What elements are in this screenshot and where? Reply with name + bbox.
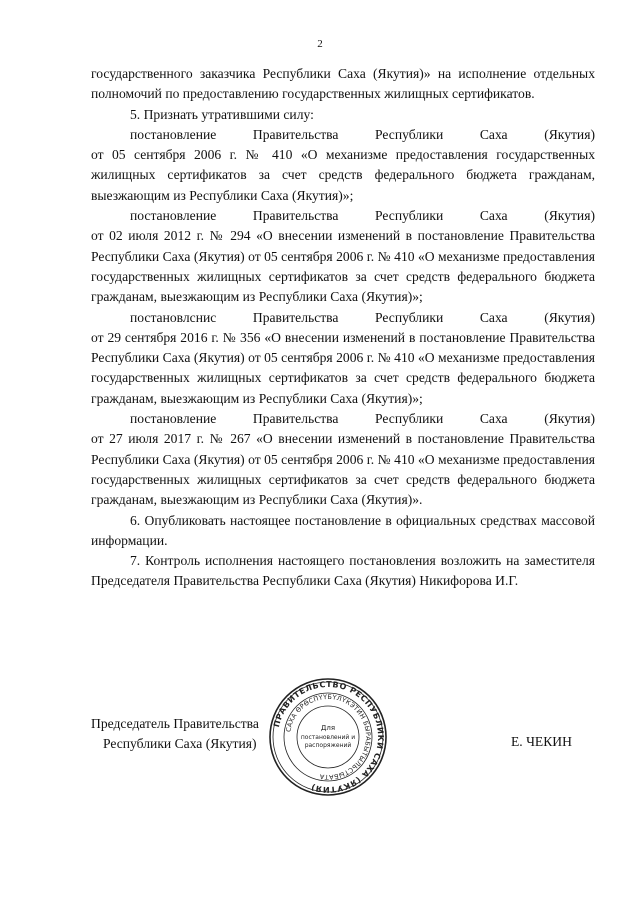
repealed-act-1-body: от 05 сентября 2006 г. № 410 «О механизме предоставления государственных жилищных сертификатов за счет средств федерального бюджета гражданам, выезжающим из Республики Саха (Якутия)»; — [91, 147, 595, 203]
repealed-act-3-lead: постановлснис Правительства Республики Саха (Якутия) — [130, 309, 595, 325]
paragraph-continuation: государственного заказчика Республики Саха (Якутия)» на исполнение отдельных полномочий по предоставлению государственных жилищных сертификатов. — [91, 66, 595, 102]
repealed-act-3-body: от 29 сентября 2016 г. № 356 «О внесении изменений в постановление Правительства Республики Саха (Якутия) от 05 сентября 2006 г. № 410 «О механизме предоставления государственных жилищных сертификатов за счет средств федерального бюджета гражданам, выезжающим из Республики Саха (Якутия)»; — [91, 329, 595, 406]
signatory-title-line2: Республики Саха (Якутия) — [103, 736, 257, 752]
repealed-act-2-lead: постановление Правительства Республики Саха (Якутия) — [130, 208, 595, 224]
svg-text:ПРАВИТЕЛЬСТВО РЕСПУБЛИКИ САХА: ПРАВИТЕЛЬСТВО РЕСПУБЛИКИ САХА (ЯКУТИЯ) — [271, 679, 386, 795]
document-body — [91, 64, 595, 592]
paragraph-item-7: 7. Контроль исполнения настоящего постановления возложить на заместителя Председателя Правительства Республики Саха (Якутия) Никифорова И.Г. — [91, 553, 595, 589]
seal-center-line1: Для — [320, 724, 336, 732]
seal-center-line2: постановлений и — [300, 734, 356, 741]
signatory-name: Е. ЧЕКИН — [511, 734, 572, 749]
repealed-act-2-body: от 02 июля 2012 г. № 294 «О внесении изменений в постановление Правительства Республики Саха (Якутия) от 05 сентября 2006 г. № 410 «О механизме предоставления государственных жилищных сертификатов за счет средств федерального бюджета гражданам, выезжающим из Республики Саха (Якутия)»; — [91, 228, 595, 305]
seal-center-line3: распоряжений — [304, 742, 352, 749]
repealed-act-4-body: от 27 июля 2017 г. № 267 «О внесении изменений в постановление Правительства Республики Саха (Якутия) от 05 сентября 2006 г. № 410 «О механизме предоставления государственных жилищных сертификатов за счет средств федерального бюджета гражданам, выезжающим из Республики Саха (Якутия)». — [91, 431, 595, 508]
official-seal-stamp — [268, 677, 388, 797]
signatory-title — [91, 714, 259, 755]
repealed-act-1-lead: постановление Правительства Республики Саха (Якутия) — [130, 126, 595, 142]
repealed-act-4-lead: постановление Правительства Республики Саха (Якутия) — [130, 411, 595, 427]
seal-graphic — [268, 677, 388, 797]
paragraph-item-6: 6. Опубликовать настоящее постановление в официальных средствах массовой информации. — [91, 512, 595, 548]
page-number: 2 — [317, 38, 323, 50]
svg-text:САХА ӨРӨСПҮҮБҮЛҮКЭТИН БЫРАБЫТЫ: САХА ӨРӨСПҮҮБҮЛҮКЭТИН БЫРАБЫТЫЛЬСТЫБАТА — [284, 692, 373, 782]
paragraph-item-5: 5. Признать утратившими силу: — [130, 106, 314, 122]
signatory-title-line1: Председатель Правительства — [91, 716, 259, 731]
